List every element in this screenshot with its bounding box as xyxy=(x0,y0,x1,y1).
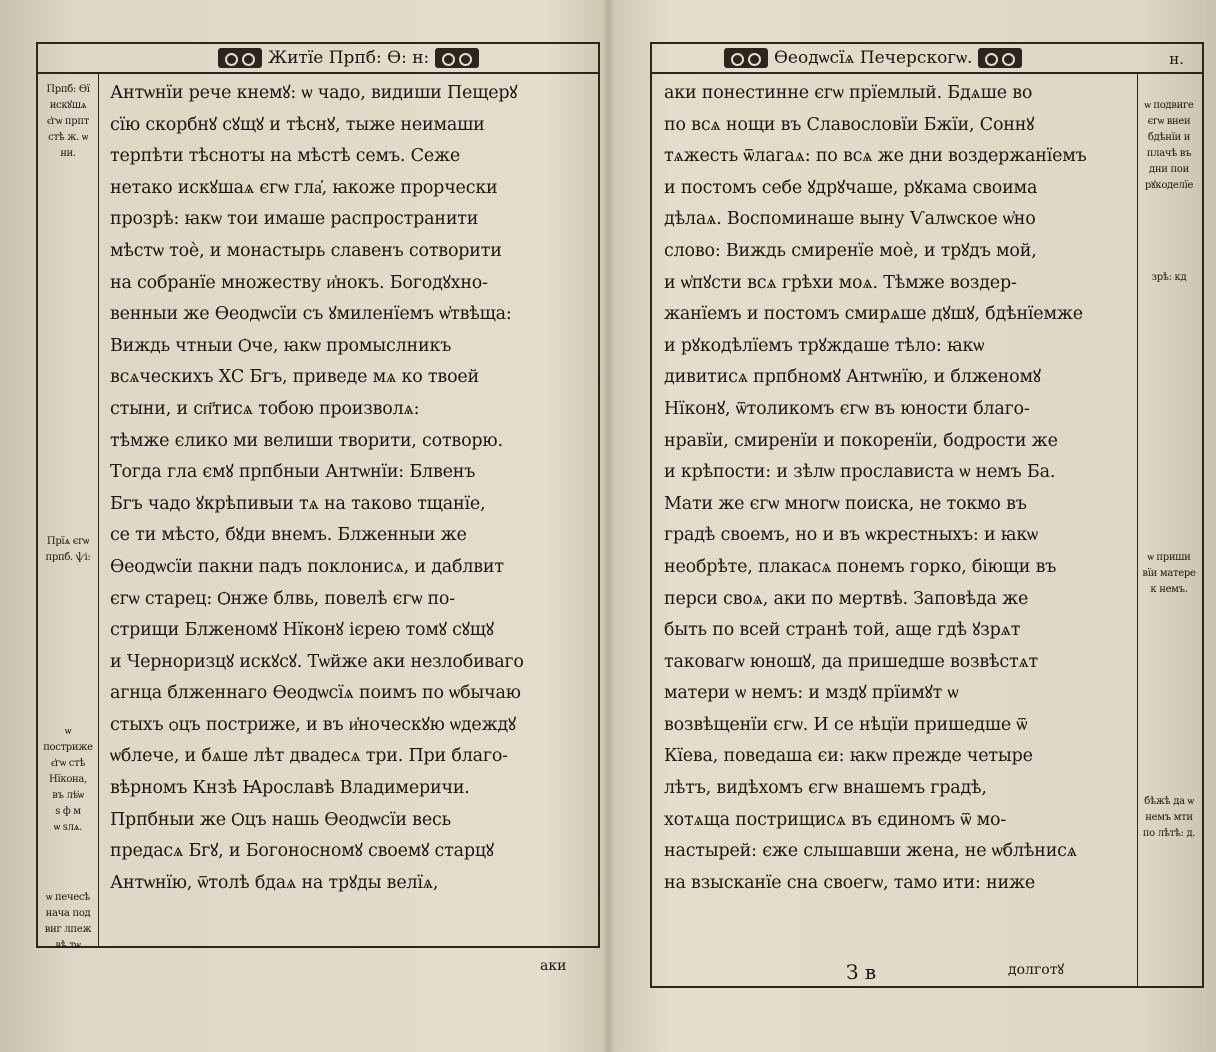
text-line: и Черноризцꙋ искꙋсꙋ. Тѡйже аки незлобиваго xyxy=(110,651,524,672)
margin-note: Прпб: Ѳї искꙋшѧ є҆гѡ прпт стѣ ж. ѡ ни. xyxy=(46,84,90,159)
margin-note: ѡ приши вїи матере к немъ. xyxy=(1142,552,1196,595)
text-line: необрѣте, плакасѧ понемъ горко, біющи въ xyxy=(664,556,1057,577)
text-line: Антѡнїю, ѿтолѣ бдаѧ на трꙋды велїѧ, xyxy=(110,872,439,893)
text-line: матери ѡ немъ: и мздꙋ прїимꙋт ѡ xyxy=(664,683,959,704)
right-page-frame xyxy=(650,42,1204,988)
text-line: перси своѧ, аки по мертвѣ. Заповѣда же xyxy=(664,588,1029,609)
text-line: Бгъ чадо ꙋкрѣпивыи тѧ на таково тщанїе, xyxy=(110,493,486,514)
text-line: всѧческихъ ХС Бгъ, приведе мѧ ко твоей xyxy=(110,367,480,388)
text-line: єгѡ старец: Ѻнже блвь, повелѣ єгѡ по- xyxy=(110,588,455,609)
left-header-title: Житїе Прпб: Ѳ: н: xyxy=(268,48,430,68)
text-line: стрищи Блженомꙋ Нїконꙋ ієрею томꙋ сꙋщꙋ xyxy=(110,620,494,641)
margin-note: ѡ постриже є҆гѡ стѣ Нїкона, въ лѣ҆ѡ ѕ ф м ѡ ѕлѧ. xyxy=(43,726,93,833)
text-line: на собранїе множеству и҆нокъ. Богодꙋхно- xyxy=(110,272,488,293)
text-line: Мати же єгѡ многѡ поиска, не токмо въ xyxy=(664,493,1027,514)
right-body-text xyxy=(664,78,1087,899)
text-line: слово: Виждь смиренїе моѐ, и трꙋдъ мой, xyxy=(664,240,1037,261)
text-line: быть по всей странѣ той, аще гдѣ ꙋзрѧт xyxy=(664,620,1021,641)
right-catchword: долготꙋ xyxy=(1008,962,1065,978)
text-line: Тогда гла ємꙋ прпбныи Антѡнїи: Блвенъ xyxy=(110,462,476,483)
text-line: агнца блженнаго Ѳеодѡсїѧ поимъ по ѡбычаю xyxy=(110,683,521,704)
header-ornament-icon xyxy=(435,48,479,68)
text-line: лѣтъ, видѣхомъ єгѡ внашемъ градѣ, xyxy=(664,778,987,799)
text-line: тѣмже єлико ми велиши творити, сотворю. xyxy=(110,430,503,451)
text-line: тѧжесть ѿлагаѧ: по всѧ же дни воздержанїемъ xyxy=(664,146,1087,167)
text-line: жанїемъ и постомъ смирѧше дꙋшꙋ, бдѣнїемже xyxy=(664,304,1083,325)
text-line: и рꙋкодѣлїемъ трꙋждаше тѣло: ꙗкѡ xyxy=(664,335,985,356)
text-line: по всѧ нощи въ Славословїи Бжїи, Соннꙋ xyxy=(664,114,1035,135)
text-line: градѣ своемъ, но и въ ѡкрестныхъ: и ꙗкѡ xyxy=(664,525,1038,546)
margin-note: зрѣ: кд xyxy=(1151,272,1187,283)
folio-number: н. xyxy=(1169,50,1184,68)
left-margin-column xyxy=(38,74,99,951)
left-catchword: аки xyxy=(540,958,567,974)
right-page xyxy=(612,0,1216,1052)
text-line: венныи же Ѳеодѡсїи съ ꙋмиленїемъ ѡ҆твѣща: xyxy=(110,304,512,325)
text-line: дивитисѧ прпбномꙋ Антѡнїю, и блженомꙋ xyxy=(664,367,1041,388)
text-line: предасѧ Бгꙋ, и Богоносномꙋ своемꙋ старцꙋ xyxy=(110,841,494,862)
text-line: дѣлаѧ. Воспоминаше выну Ѵалѡское ѡ҆но xyxy=(664,209,1036,230)
text-line: мѣстѡ тоѐ, и монастырь славенъ сотворити xyxy=(110,240,502,261)
text-line: се ти мѣсто, бꙋди внемъ. Блженныи же xyxy=(110,525,467,546)
header-ornament-icon xyxy=(218,48,262,68)
left-page xyxy=(0,0,604,1052)
left-body-text xyxy=(110,78,524,899)
left-page-frame xyxy=(36,42,600,951)
signature-mark: З в xyxy=(846,960,877,984)
text-line: и ѡ҆пꙋсти всѧ грѣхи моѧ. Тѣмже воздер- xyxy=(664,272,1017,293)
text-line: терпѣти тѣснотꙑ на мѣстѣ семъ. Сеже xyxy=(110,146,461,167)
right-running-header xyxy=(652,44,1202,74)
text-line: прозрѣ: ꙗкѡ тои имаше распространити xyxy=(110,209,479,230)
text-line: хотѧща пострищисѧ въ єдиномъ ѿ мо- xyxy=(664,809,1007,830)
left-running-header xyxy=(38,44,598,74)
header-ornament-icon xyxy=(978,48,1022,68)
text-line: возвѣщенїи єгѡ. И се нѣцїи пришедше ѿ xyxy=(664,714,1028,735)
text-line: сїю скорбнꙋ сꙋщꙋ и тѣснꙋ, тыже неимаши xyxy=(110,114,485,135)
text-line: нравїи, смиренїи и покоренїи, бодрости же xyxy=(664,430,1058,451)
margin-note: Прїѧ єгѡ прпб. ѱі: xyxy=(45,536,91,563)
margin-note: бѣжѣ да ѡ немъ мти по лѣтѣ: д. xyxy=(1142,796,1196,839)
text-line: на взысканїе сна своегѡ, тамо ити: ниже xyxy=(664,872,1035,893)
header-ornament-icon xyxy=(724,48,768,68)
text-line: ѡблече, и бѧше лѣт двадесѧ три. При благо- xyxy=(110,746,508,767)
text-line: Кїева, поведаша єи: ꙗкѡ прежде четыре xyxy=(664,746,1033,767)
text-line: Прпбныи же Ѻцъ нашь Ѳеодѡсїи весь xyxy=(110,809,451,830)
text-line: вѣрномъ Кнзѣ Ꙗрославѣ Владимеричи. xyxy=(110,778,470,799)
text-line: стыхъ ѻцъ постриже, и въ и҆ноческꙋю ѡдеждꙋ xyxy=(110,714,517,735)
right-header-title: Ѳеодѡсїѧ Печерскогѡ. xyxy=(774,48,973,68)
text-line: и крѣпости: и зѣлѡ прослависта ѡ немъ Ба. xyxy=(664,462,1056,483)
text-line: Ѳеодѡсїи пакни падъ поклонисѧ, и даблвит xyxy=(110,556,504,577)
right-margin-column xyxy=(1137,74,1202,986)
text-line: и постомъ себе ꙋдрꙋчаше, рꙋкама своима xyxy=(664,177,1038,198)
text-line: Виждь чтныи Ѻче, ꙗкѡ промыслникъ xyxy=(110,335,452,356)
text-line: таковагѡ юношꙋ, да пришедше возвѣстѧт xyxy=(664,651,1039,672)
text-line: настырей: єже слышавши жена, не ѡблѣнисѧ xyxy=(664,841,1077,862)
text-line: Антѡнїи рече кнемꙋ: ѡ чадо, видиши Пещерꙋ xyxy=(110,83,518,103)
text-line: Нїконꙋ, ѿтоликомъ єгѡ въ юности благо- xyxy=(664,398,1030,419)
margin-note: ѡ печесѣ нача под виг лпеж вѣ тѡ xyxy=(44,892,92,951)
margin-note: ѡ подвиге єгѡ внеи бдѣнїи и плачѣ въ дни пои рꙋкоделїе xyxy=(1144,100,1194,191)
text-line: стыни, и сп҃тисѧ тобою произволѧ: xyxy=(110,398,420,419)
text-line: аки понестинне єгѡ прїемлый. Бдѧше во xyxy=(664,83,1033,103)
text-line: нетако искꙋшаѧ єгѡ гла҆, ꙗкоже прорчески xyxy=(110,177,498,198)
